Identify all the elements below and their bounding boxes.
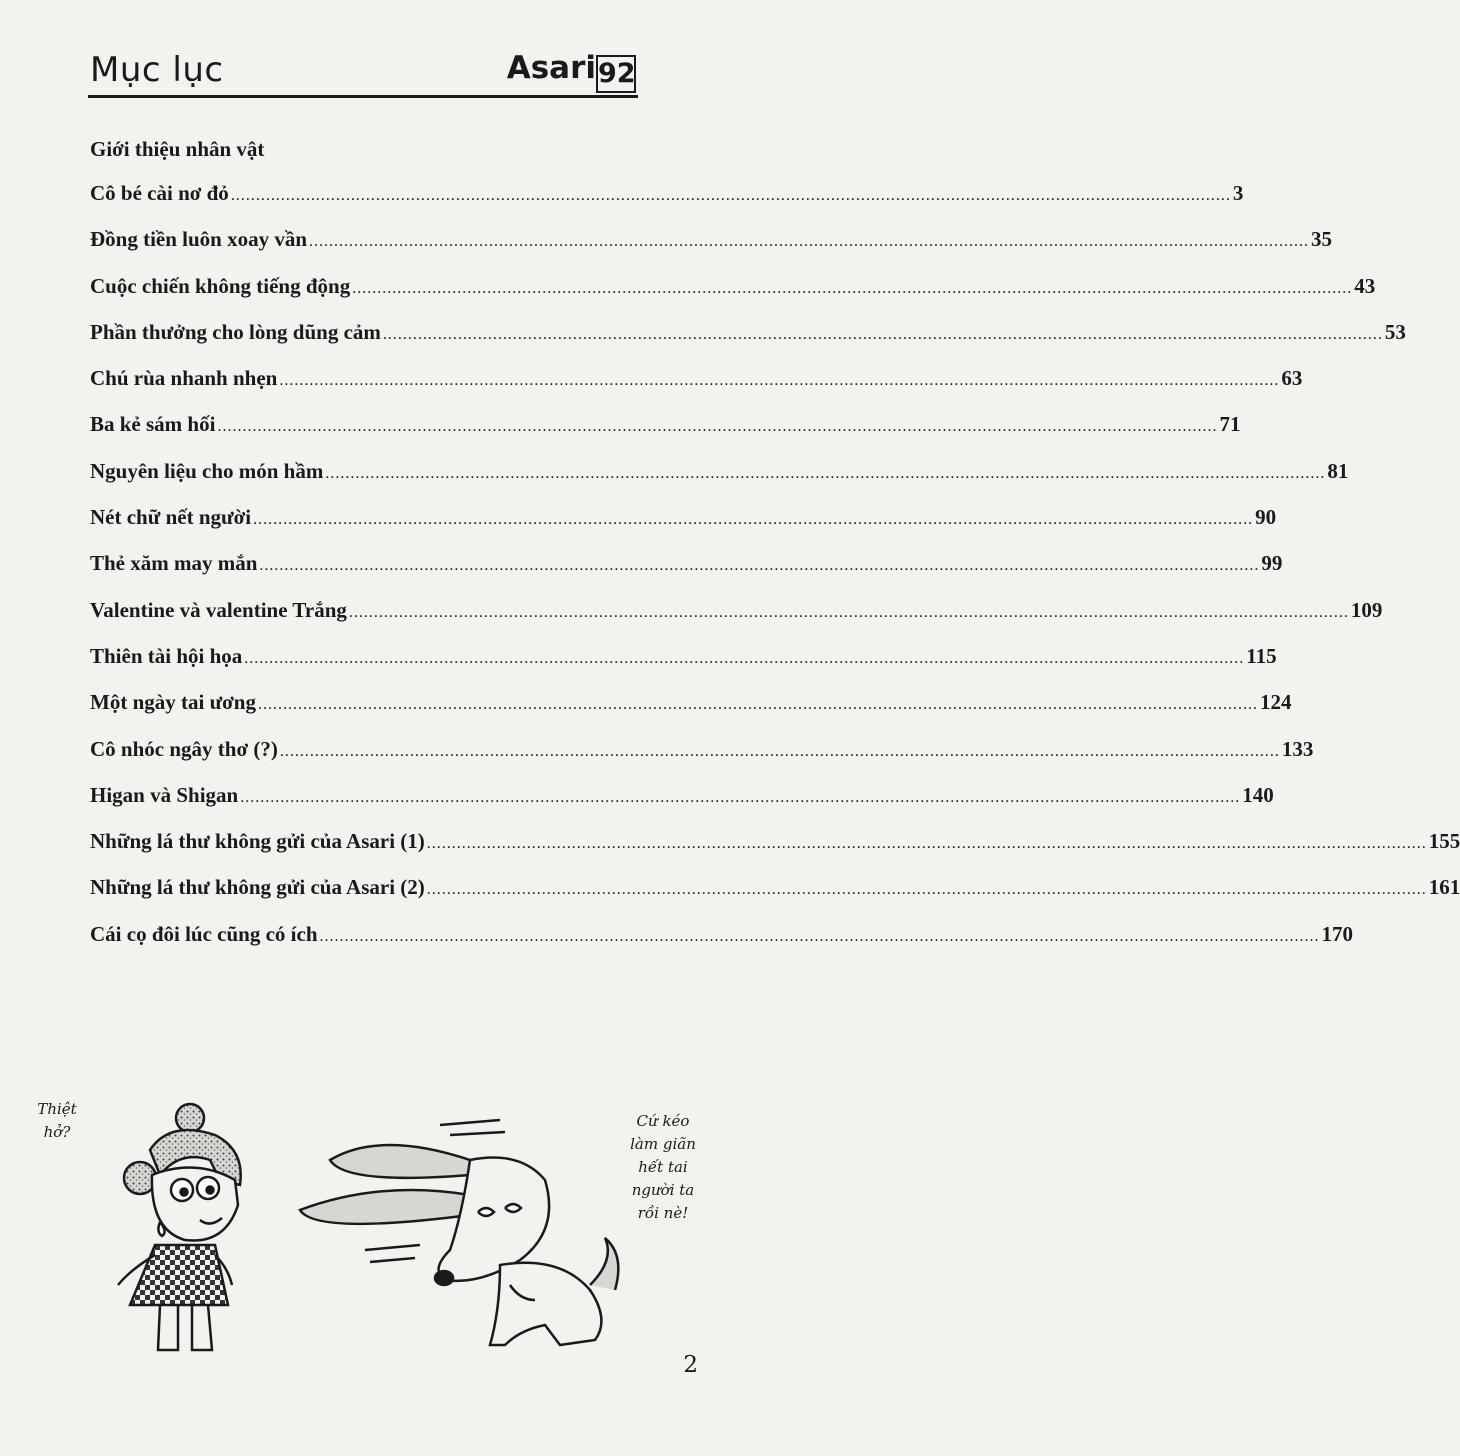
toc-entry-page: 124 <box>1259 690 1292 715</box>
toc-entry[interactable] <box>90 181 1244 227</box>
leader-dots: ........................................................................................................................................................................................................ <box>319 927 1320 945</box>
toc-entry-page: 90 <box>1255 505 1277 530</box>
toc-entry-page: 99 <box>1261 551 1283 576</box>
toc-entry[interactable] <box>90 829 1460 875</box>
toc-entry-title: Những lá thư không gửi của Asari (2) <box>90 875 425 900</box>
leader-dots: ........................................................................................................................................................................................................ <box>382 325 1383 343</box>
toc-list <box>90 181 1460 968</box>
cartoon-illustration <box>0 1085 756 1385</box>
toc-entry-title: Valentine và valentine Trắng <box>90 597 347 622</box>
toc-entry-page: 81 <box>1327 458 1349 483</box>
toc-entry-page: 43 <box>1354 273 1376 298</box>
leader-dots: ........................................................................................................................................................................................................ <box>325 464 1326 482</box>
toc-entry-title: Chú rùa nhanh nhẹn <box>90 366 278 391</box>
page-title: Mục lục <box>90 50 224 90</box>
leader-dots: ........................................................................................................................................................................................................ <box>309 233 1310 251</box>
toc-entry[interactable] <box>90 551 1283 597</box>
speech-line: hở? <box>43 1123 71 1141</box>
speech-line: Thiệt <box>37 1100 77 1118</box>
toc-entry[interactable] <box>90 690 1292 736</box>
toc-entry-page: 71 <box>1219 412 1241 437</box>
leader-dots: ........................................................................................................................................................................................................ <box>244 649 1245 667</box>
leader-dots: ........................................................................................................................................................................................................ <box>217 418 1218 436</box>
toc-entry[interactable] <box>90 875 1460 921</box>
leader-dots: ........................................................................................................................................................................................................ <box>426 835 1427 853</box>
toc-entry[interactable] <box>90 366 1303 412</box>
toc-entry-page: 161 <box>1428 875 1460 900</box>
toc-entry-title: Ba kẻ sám hối <box>90 412 216 437</box>
toc-entry-title: Cuộc chiến không tiếng động <box>90 273 351 298</box>
toc-entry-page: 170 <box>1321 921 1354 946</box>
toc-entry-page: 155 <box>1428 829 1460 854</box>
speech-line: rồi nè! <box>637 1204 689 1222</box>
speech-line: Cứ kéo <box>636 1112 690 1130</box>
toc-entry-title: Đồng tiền luôn xoay vần <box>90 227 308 252</box>
toc-entry-title: Phần thưởng cho lòng dũng cảm <box>90 319 381 344</box>
toc-entry-title: Nét chữ nết người <box>90 505 252 530</box>
series-name: Asari <box>506 50 596 86</box>
toc-entry-page: 115 <box>1246 643 1277 668</box>
toc-entry-page: 35 <box>1311 227 1333 252</box>
toc-entry-title: Những lá thư không gửi của Asari (1) <box>90 829 425 854</box>
leader-dots: ........................................................................................................................................................................................................ <box>348 603 1349 621</box>
toc-entry-title: Một ngày tai ương <box>90 690 256 715</box>
toc-entry[interactable] <box>90 921 1354 968</box>
toc-entry-page: 63 <box>1281 366 1303 391</box>
speech-line: làm giãn <box>630 1135 696 1153</box>
header-divider <box>88 95 638 98</box>
toc-entry-title: Nguyên liệu cho món hầm <box>90 458 324 483</box>
toc-entry[interactable] <box>90 597 1383 644</box>
toc-entry[interactable] <box>90 782 1274 829</box>
toc-entry-page: 53 <box>1384 319 1406 344</box>
toc-entry-title: Thẻ xăm may mắn <box>90 551 258 576</box>
girl-character <box>118 1104 241 1350</box>
toc-entry-page: 109 <box>1350 597 1383 622</box>
page-number: 2 <box>683 1352 698 1378</box>
toc-entry-title: Cô bé cài nơ đỏ <box>90 181 229 205</box>
dog-character <box>300 1120 618 1345</box>
leader-dots: ........................................................................................................................................................................................................ <box>253 511 1254 529</box>
toc-entry[interactable] <box>90 273 1376 320</box>
toc-heading: Giới thiệu nhân vật <box>90 137 265 161</box>
toc-entry-title: Thiên tài hội họa <box>90 643 243 668</box>
toc-entry[interactable] <box>90 412 1241 458</box>
toc-entry-title: Higan và Shigan <box>90 782 239 807</box>
toc-entry[interactable] <box>90 643 1277 690</box>
speech-line: người ta <box>631 1181 695 1199</box>
leader-dots: ........................................................................................................................................................................................................ <box>230 187 1231 204</box>
toc-entry-title: Cái cọ đôi lúc cũng có ích <box>90 921 318 946</box>
toc-entry[interactable] <box>90 458 1349 505</box>
toc-entry-page: 133 <box>1281 736 1314 761</box>
leader-dots: ........................................................................................................................................................................................................ <box>259 557 1260 575</box>
toc-entry[interactable] <box>90 319 1406 366</box>
toc-entry[interactable] <box>90 736 1314 783</box>
leader-dots: ........................................................................................................................................................................................................ <box>426 881 1427 899</box>
toc-entry[interactable] <box>90 227 1333 273</box>
leader-dots: ........................................................................................................................................................................................................ <box>352 279 1353 297</box>
volume-badge: 92 <box>596 55 636 93</box>
leader-dots: ........................................................................................................................................................................................................ <box>240 788 1241 806</box>
toc-entry-page: 140 <box>1242 782 1274 807</box>
leader-dots: ........................................................................................................................................................................................................ <box>279 742 1280 760</box>
toc-entry-title: Cô nhóc ngây thơ (?) <box>90 736 278 761</box>
leader-dots: ........................................................................................................................................................................................................ <box>279 372 1280 390</box>
leader-dots: ........................................................................................................................................................................................................ <box>257 696 1258 714</box>
toc-entry-page: 3 <box>1232 181 1244 205</box>
speech-line: hết tai <box>638 1158 688 1176</box>
toc-entry[interactable] <box>90 505 1277 551</box>
